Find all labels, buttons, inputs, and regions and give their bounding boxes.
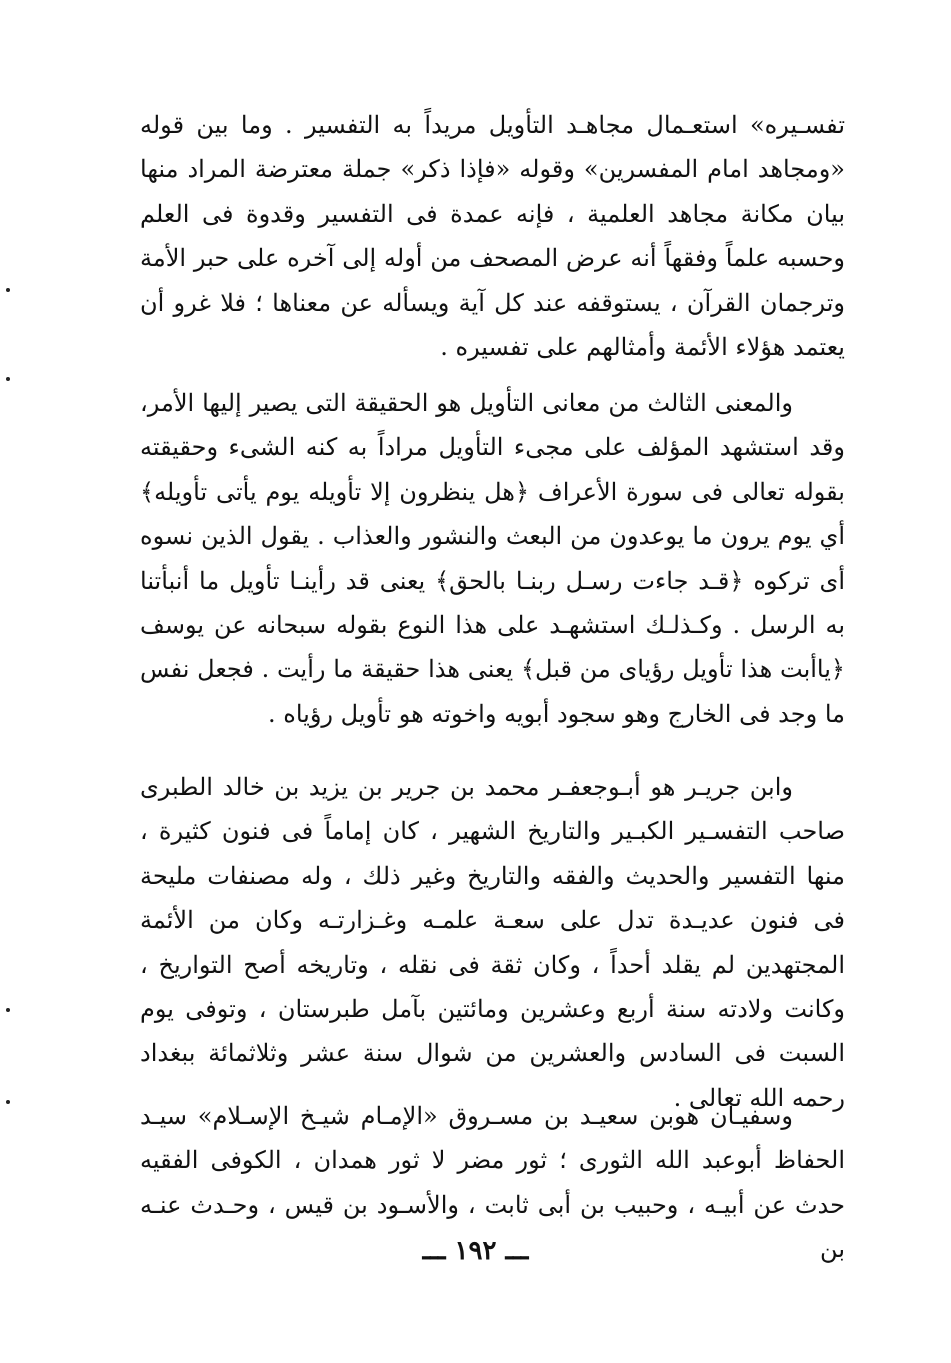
- paragraph-third-meaning: [140, 381, 845, 736]
- paragraph-text: وابن جريـر هو أبـوجعفـر محمد بن جرير بن يزيد بن خالد الطبرى صاحب التفسـير الكبـير والتاريخ الشهير ، كان إماماً فى فنون كثيرة ، منها التفسير والحديث والفقه والتاريخ وغير ذلك ، وله مصنفات مليحة فى فنون عديـدة تدل على سعـة علمـه وغـزارتـه وكان من الأئمة المجتهدين لم يقلد أحداً ، وكان ثقة فى نقله ، وتاريخه أصح التواريخ ، وكانت ولادته سنة أربع وعشرين ومائتين بآمل طبرستان ، وتوفى يوم السبت فى السادس والعشرين من شوال سنة عشر وثلاثمائة ببغداد رحمه الله تعالى .: [140, 773, 845, 1112]
- margin-mark: [6, 377, 10, 381]
- paragraph-text: والمعنى الثالث من معانى التأويل هو الحقيقة التى يصير إليها الأمر، وقد استشهد المؤلف على مجىء التأويل مراداً به كنه الشىء وحقيقته بقوله تعالى فى سورة الأعراف ﴿هل ينظرون إلا تأويله يوم يأتى تأويله﴾ أي يوم يرون ما يوعدون من البعث والنشور والعذاب . يقول الذين نسوه أى تركوه ﴿قـد جاءت رسـل ربنـا بالحق﴾ يعنى قد رأينـا تأويل ما أنبأتنا به الرسل . وكـذلـك استشهـد على هذا النوع بقوله سبحانه عن يوسف ﴿ياأبت هذا تأويل رؤياى من قبل﴾ يعنى هذا حقيقة ما رأيت . فجعل نفس ما وجد فى الخارج وهو سجود أبويه واخوته هو تأويل رؤياه .: [140, 389, 845, 728]
- paragraph-text: تفسـيره» استعـمال مجاهـد التأويل مريداً به التفسير . وما بين قوله «ومجاهد امام المفسرين» وقوله «فإذا ذكر» جملة معترضة المراد منها بيان مكانة مجاهد العلمية ، فإنه عمدة فى التفسير وقدوة فى العلم وحسبه علماً وفقهاً أنه عرض المصحف من أوله إلى آخره على حبر الأمة وترجمان القرآن ، يستوقفه عند كل آية ويسأله عن معناها ؛ فلا غرو أن يعتمد هؤلاء الأئمة وأمثالهم على تفسيره .: [140, 111, 845, 362]
- paragraph-text: وسفيـان هوبن سعيـد بن مسـروق «الإمـام شيـخ الإسـلام» سيـد الحفاظ أبوعبد الله الثورى ؛ ثور مضر لا ثور همدان ، الكوفى الفقيه حدث عن أبيـه ، وحبيب بن أبى ثابت ، والأسـود بن قيس ، وحـدث عنـه بن: [140, 1102, 845, 1264]
- margin-mark: [6, 288, 10, 292]
- page-number: ـــ ١٩٢ ـــ: [422, 1236, 529, 1266]
- paragraph-ibn-jarir: [140, 765, 845, 1120]
- margin-mark: [6, 1100, 10, 1104]
- margin-mark: [6, 1008, 10, 1012]
- paragraph-tafsir-mujahid: [140, 103, 845, 369]
